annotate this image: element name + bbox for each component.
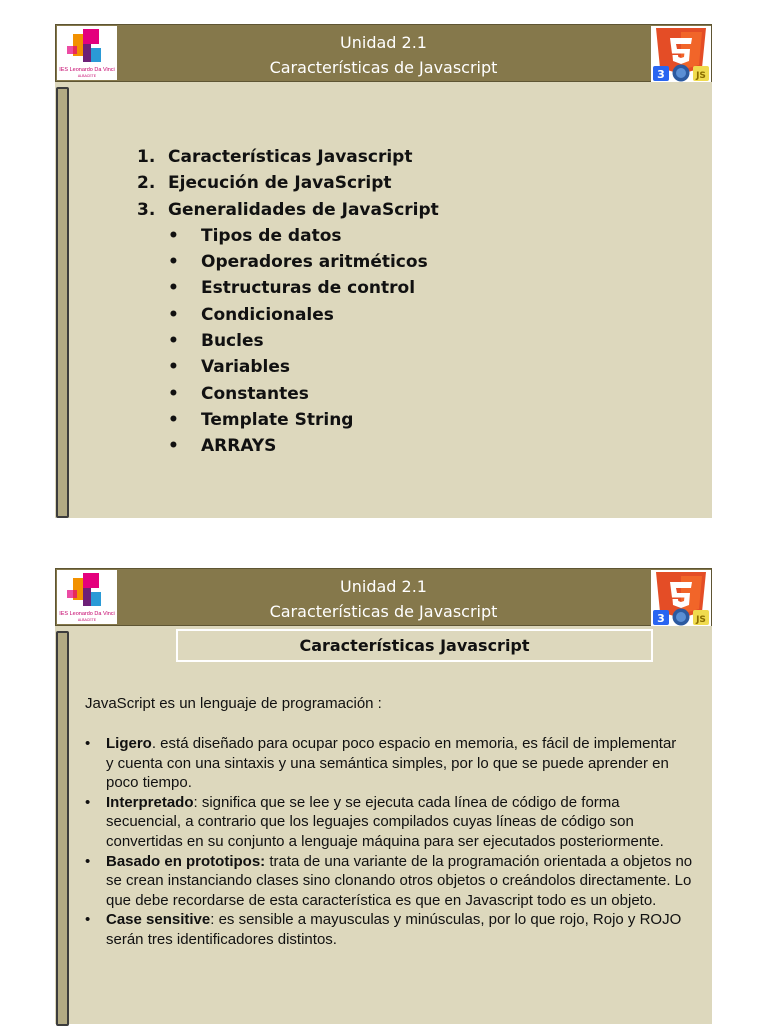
unit-subtitle: Características de Javascript [269, 602, 498, 621]
toc-subitem: • Bucles [168, 331, 264, 352]
svg-text:ALBACETE: ALBACETE [77, 74, 97, 78]
toc-subitem: • ARRAYS [168, 436, 277, 457]
school-logo-icon [57, 570, 117, 624]
svg-text:3: 3 [657, 612, 665, 625]
toc-subitem: • Constantes [168, 383, 309, 404]
toc-subitem: • Estructuras de control [168, 278, 416, 299]
toc-item: 2. Ejecución de JavaScript [137, 173, 392, 194]
slide-header [55, 568, 712, 626]
slide-header [55, 24, 712, 82]
svg-text:ALBACETE: ALBACETE [77, 618, 97, 622]
term: Case sensitive [106, 911, 211, 929]
slide-sidebar-bar [56, 631, 69, 1026]
toc-item: 3. Generalidades de JavaScript [137, 199, 439, 220]
svg-text:IES Leonardo Da Vinci: IES Leonardo Da Vinci [59, 611, 115, 617]
list-item: • Basado en prototipos: trata de una variante de la programación orientada a objetos no se crean instanciando clases sino clonando otros objetos o creándolos directamente. Lo que debe recordarse de esta característica es que en Javascript todo es un objeto. [85, 852, 693, 909]
slide-body [55, 82, 712, 518]
html5-badge [651, 26, 711, 82]
html5-icon [651, 570, 711, 626]
svg-text:3: 3 [657, 68, 665, 81]
toc-subitem: • Tipos de datos [168, 225, 342, 246]
characteristics-list [85, 734, 695, 950]
html5-badge [651, 570, 711, 626]
svg-text:JS: JS [696, 615, 706, 625]
unit-subtitle: Características de Javascript [269, 58, 498, 77]
school-logo [57, 570, 117, 624]
term: Interpretado [106, 793, 194, 811]
toc-subitem: • Operadores aritméticos [168, 252, 428, 273]
html5-icon [651, 26, 711, 82]
school-logo-icon [57, 26, 117, 80]
toc-subitem: • Template String [168, 409, 354, 430]
svg-text:JS: JS [696, 71, 706, 81]
term: Basado en prototipos: [106, 852, 266, 870]
svg-text:IES Leonardo Da Vinci: IES Leonardo Da Vinci [59, 67, 115, 73]
list-item: • Interpretado: significa que se lee y se ejecuta cada línea de código de forma secuencial, a contrario que los leguajes compilados cuyas líneas de código son convertidas en su conjunto a lenguaje máquina para ser ejecutados posteriormente. [85, 793, 664, 850]
toc-subitem: • Variables [168, 357, 291, 378]
slide-title [120, 574, 647, 624]
unit-title: Unidad 2.1 [340, 33, 427, 52]
slide-2 [55, 568, 712, 1024]
intro-text: JavaScript es un lenguaje de programación : [85, 695, 382, 712]
list-item: • Ligero. está diseñado para ocupar poco espacio en memoria, es fácil de implementar y cuenta con una sintaxis y una semántica simples, por lo que se puede aprender en poco tiempo. [85, 735, 677, 792]
toc-item: 1. Características Javascript [137, 147, 413, 167]
slide-sidebar-bar [56, 87, 69, 518]
list-item: • Case sensitive: es sensible a mayusculas y minúsculas, por lo que rojo, Rojo y ROJO serán tres identificadores distintos. [85, 911, 682, 948]
school-logo [57, 26, 117, 80]
unit-title: Unidad 2.1 [340, 577, 427, 596]
slide-1 [55, 24, 712, 518]
table-of-contents [137, 144, 439, 460]
section-title: Características Javascript [176, 629, 653, 662]
slide-title [120, 30, 647, 80]
term: Ligero [106, 735, 152, 752]
slide-body [55, 626, 712, 1024]
toc-subitem: • Condicionales [168, 304, 334, 325]
